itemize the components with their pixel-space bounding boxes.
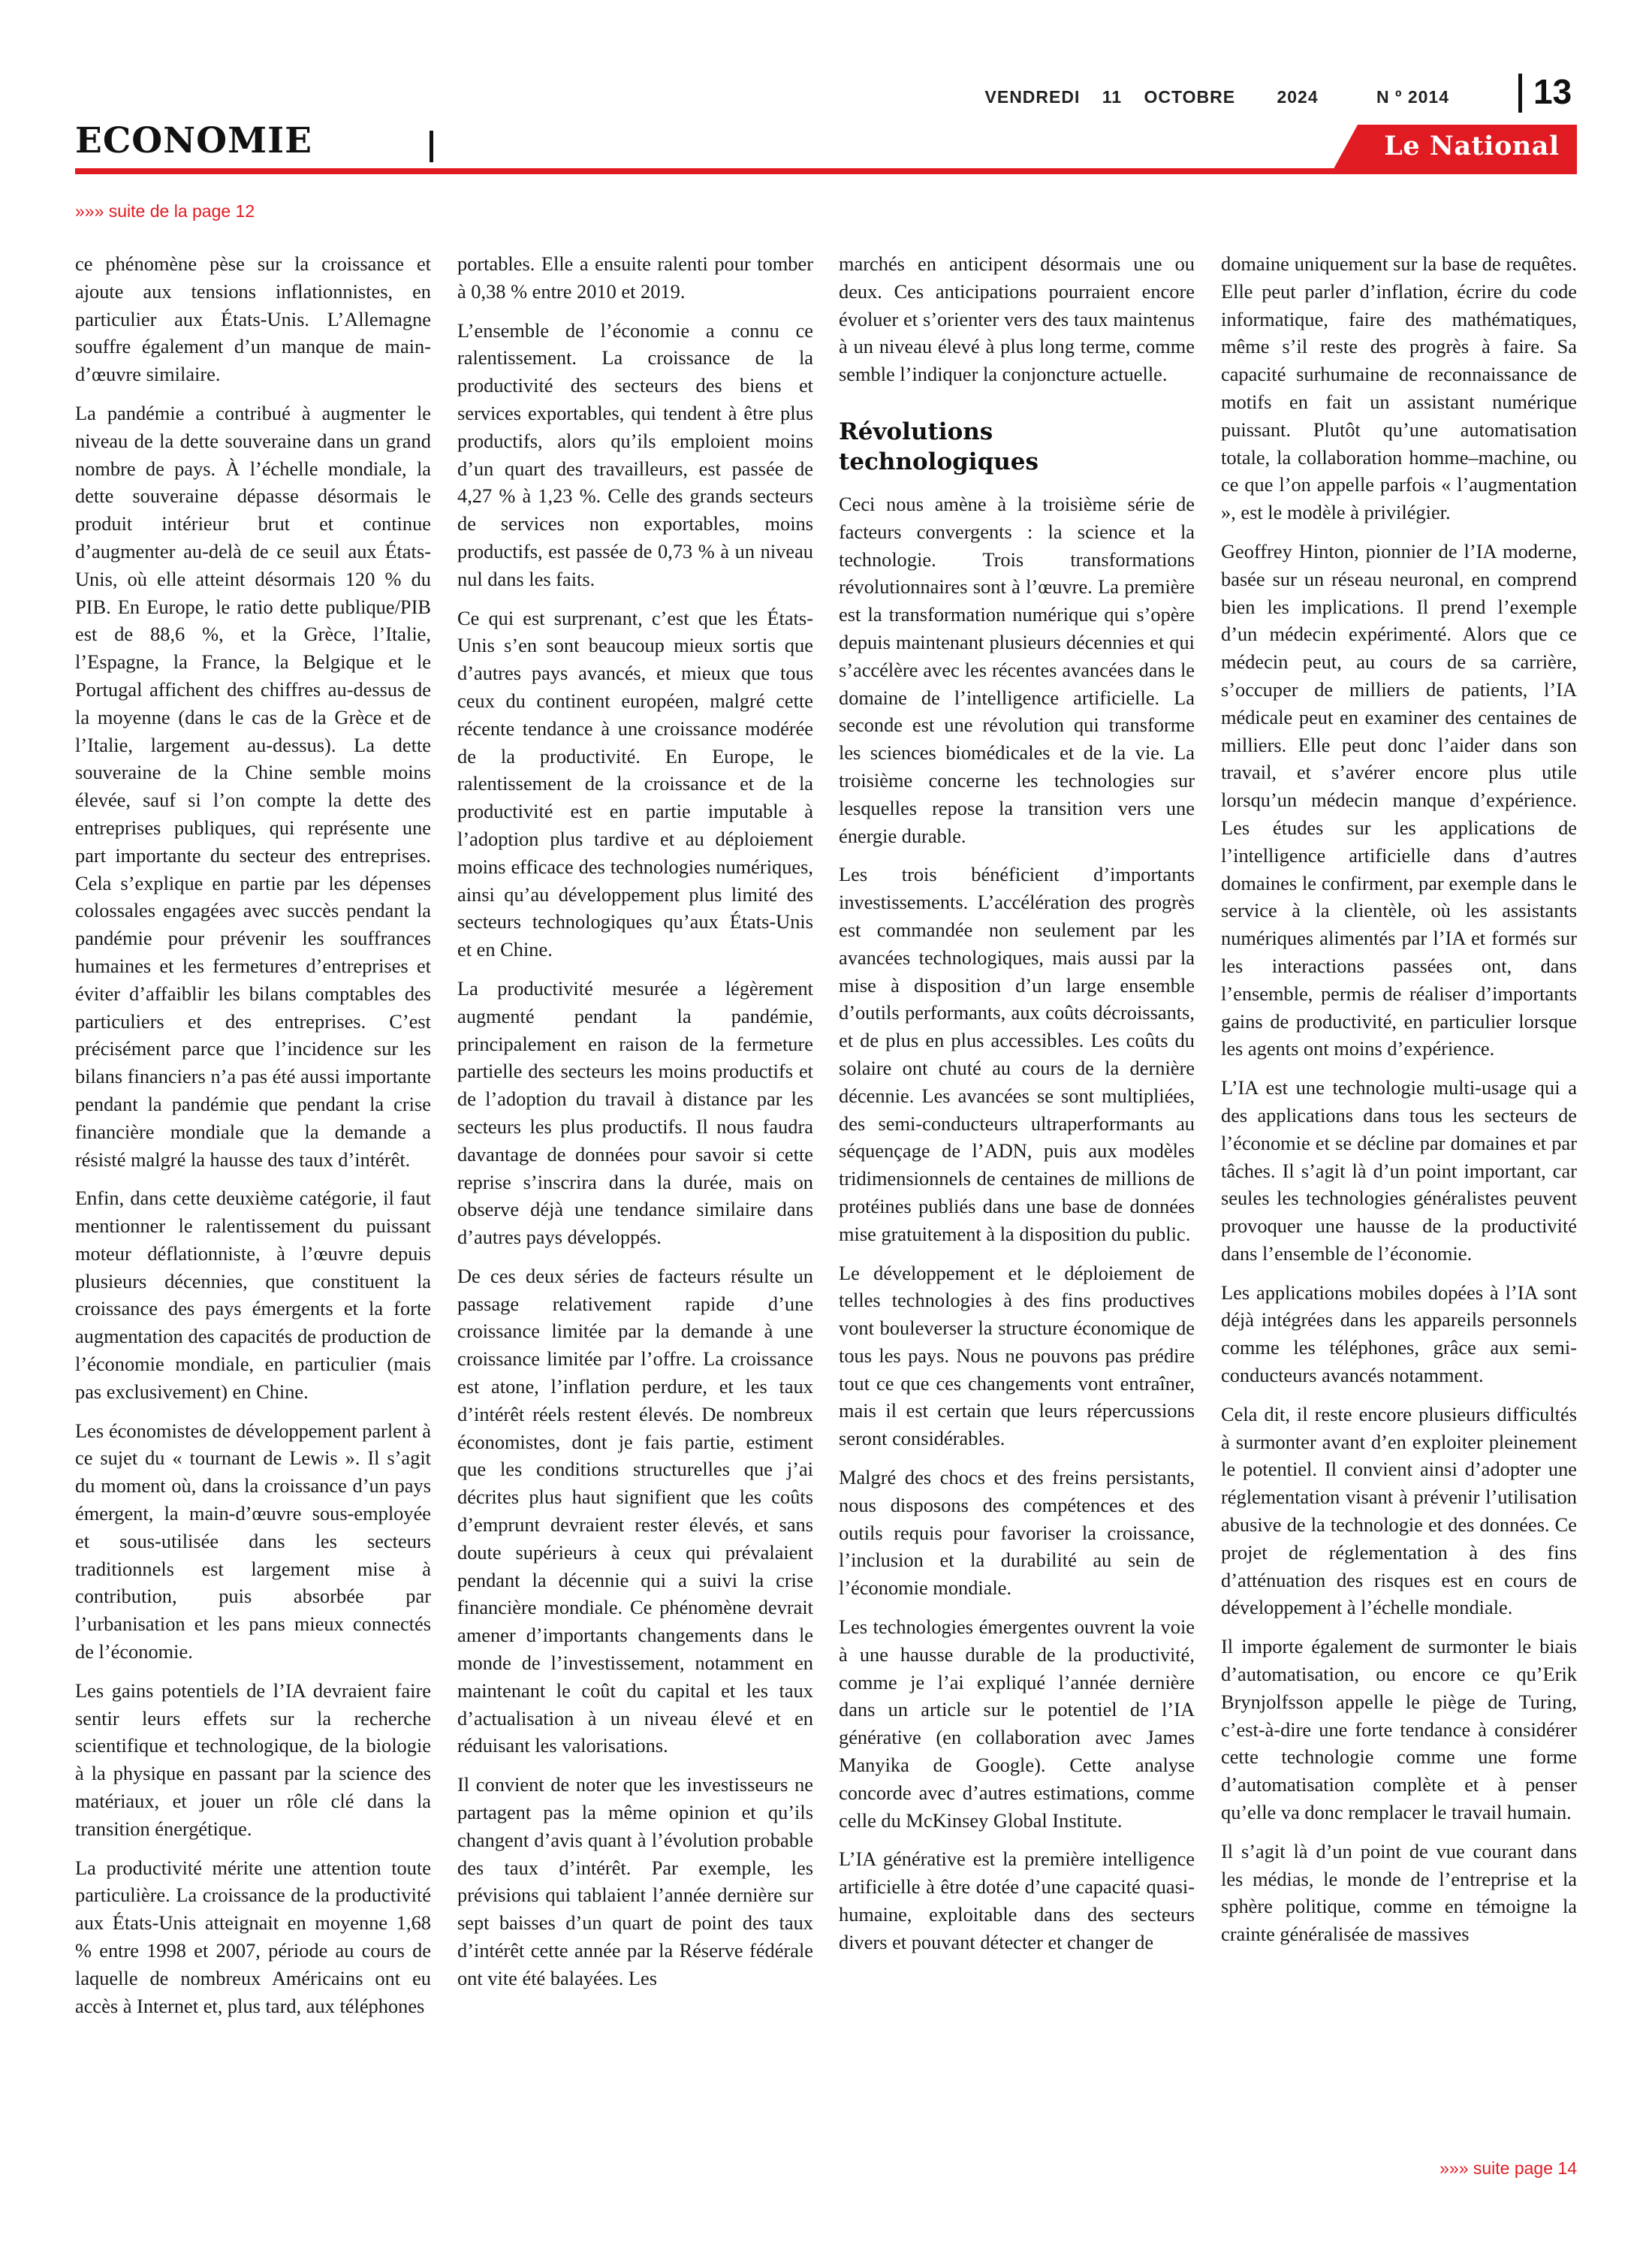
paragraph: De ces deux séries de facteurs résulte un passage relativement rapide d’une croissance limitée par la demande à une croissance limitée par l’offre. La croissance est atone, l’inflation perdure, et les taux d’intérêt réels restent élevés. De nombreux économistes, dont je fais partie, estiment que les conditions structurelles que j’ai décrites plus haut signifient que les coûts d’emprunt devraient rester élevés, et sans doute supérieurs à ceux qui prévalaient pendant la décennie qui a suivi la crise financière mondiale. Ce phénomène devrait amener d’importants changements dans le monde de l’investissement, notamment en maintenant le coût du capital et les taux d’actualisation à un niveau élevé et en réduisant les valorisations. — [457, 1264, 813, 1757]
article-column-4 — [1221, 250, 1577, 1959]
header-rule — [75, 168, 1577, 174]
paragraph: Ce qui est surprenant, c’est que les États-Unis s’en sont beaucoup mieux sortis que d’autres pays avancés, et mieux que tous ceux du continent européen, malgré cette récente tendance à une croissance modérée de la productivité. En Europe, le ralentissement de la croissance et de la productivité est en partie imputable à l’adoption plus tardive et au déploiement moins efficace des technologies numériques, ainsi qu’au développement plus limité des secteurs technologiques qu’aux États-Unis et en Chine. — [457, 606, 813, 961]
section-title: ECONOMIE — [75, 120, 312, 161]
page-number-divider — [1518, 74, 1522, 113]
paragraph: La productivité mérite une attention toute particulière. La croissance de la productivité aux États-Unis atteignait en moyenne 1,68 % entre 1998 et 2007, période au cours de laquelle de nombreux Américains ont eu accès à Internet et, plus tard, aux téléphones — [75, 1856, 431, 2017]
paragraph: portables. Elle a ensuite ralenti pour tomber à 0,38 % entre 2010 et 2019. — [457, 252, 813, 303]
paragraph: L’ensemble de l’économie a connu ce ralentissement. La croissance de la productivité des secteurs des biens et services exportables, qui tendent à être plus productifs, alors qu’ils emploient moins d’un quart des travailleurs, est passée de 4,27 % à 1,23 %. Celle des grands secteurs de services non exportables, moins productifs, est passée de 0,73 % à un niveau nul dans les faits. — [457, 318, 813, 590]
paragraph: Les applications mobiles dopées à l’IA sont déjà intégrées dans les appareils personnels comme les téléphones, grâce aux semi-conducteurs avancés notamment. — [1221, 1280, 1577, 1387]
paragraph: Les trois bénéficient d’importants investissements. L’accélération des progrès est commandée non seulement par les avancées technologiques, mais aussi par la mise à disposition d’un large ensemble d’outils performants, aux coûts décroissants, et de plus en plus accessibles. Les coûts du solaire ont chuté au cours de la dernière décennie. Les avancées se sont multipliées, des semi-conducteurs ultraperformants au séquençage de l’ADN, puis aux modèles tridimensionnels de centaines de millions de protéines publiés dans une base de données mise gratuitement à la disposition du public. — [839, 863, 1195, 1245]
paragraph: L’IA est une technologie multi-usage qui a des applications dans tous les secteurs de l’économie et se décline par domaines et par tâches. Il s’agit là d’un point important, car seules les technologies généralistes peuvent provoquer une hausse de la productivité dans l’ensemble de l’économie. — [1221, 1076, 1577, 1265]
continued-from-link[interactable]: »»» suite de la page 12 — [75, 201, 255, 221]
paragraph: Cela dit, il reste encore plusieurs difficultés à surmonter avant d’en exploiter pleinement le potentiel. Il convient ainsi d’adopter une réglementation visant à prévenir l’utilisation abusive de la technologie et des données. Ce projet de réglementation à des fins d’atténuation des risques est en cours de développement à l’échelle mondiale. — [1221, 1402, 1577, 1619]
paragraph: Geoffrey Hinton, pionnier de l’IA moderne, basée sur un réseau neuronal, en comprend bien les implications. Il prend l’exemple d’un médecin expérimenté. Alors que ce médecin peut, au cours de sa carrière, s’occuper de milliers de patients, l’IA médicale peut en examiner des centaines de milliers. Elle peut donc l’aider dans son travail, et s’avérer encore plus utile lorsqu’un médecin manque d’expérience. Les études sur les applications de l’intelligence artificielle dans d’autres domaines le confirment, par exemple dans le service à la clientèle, où les assistants numériques alimentés par l’IA et formés sur les interactions passées ont, dans l’ensemble, permis de réaliser d’importants gains de productivité, en particulier lorsque les agents ont moins d’expérience. — [1221, 539, 1577, 1060]
paragraph: Le développement et le déploiement de telles technologies à des fins productives vont bouleverser la structure économique de tous les pays. Nous ne pouvons pas prédire tout ce que ces changements vont entraîner, mais il est certain que leurs répercussions seront considérables. — [839, 1261, 1195, 1450]
article-column-3 — [839, 250, 1195, 1968]
article-column-1 — [75, 250, 431, 2031]
weekday: VENDREDI — [984, 87, 1081, 107]
paragraph: Les gains potentiels de l’IA devraient faire sentir leurs effets sur la recherche scientifique et technologique, de la biologie à la physique en passant par la science des matériaux, et jouer un rôle clé dans la transition énergétique. — [75, 1678, 431, 1840]
paragraph: Il importe également de surmonter le biais d’automatisation, ou encore ce qu’Erik Brynjolfsson appelle le piège de Turing, c’est-à-dire une forte tendance à considérer cette technologie comme une forme d’automatisation complète et à penser qu’elle va donc remplacer le travail humain. — [1221, 1635, 1577, 1824]
year: 2024 — [1277, 87, 1319, 107]
continued-to-link[interactable]: »»» suite page 14 — [1439, 2158, 1577, 2178]
brand-name: Le National — [1384, 131, 1560, 161]
paragraph: Les économistes de développement parlent à ce sujet du « tournant de Lewis ». Il s’agit du moment où, dans la croissance d’un pays émergent, la main-d’œuvre sous-employée et sous-utilisée dans les secteurs traditionnels est largement mise à contribution, puis absorbée par l’urbanisation et les pans mieux connectés de l’économie. — [75, 1419, 431, 1663]
paragraph: marchés en anticipent désormais une ou deux. Ces anticipations pourraient encore évoluer et s’orienter vers des taux maintenus à un niveau élevé à plus long terme, comme semble l’indiquer la conjoncture actuelle. — [839, 252, 1195, 386]
issue-number: N º 2014 — [1376, 87, 1449, 107]
paragraph: La productivité mesurée a légèrement augmenté pendant la pandémie, principalement en raison de la fermeture partielle des secteurs les moins productifs et de l’adoption du travail à distance par les secteurs les plus productifs. Il nous faudra davantage de données pour savoir si cette reprise s’inscrira dans la durée, mais on observe déjà une tendance similaire dans d’autres pays développés. — [457, 976, 813, 1249]
paragraph: Il convient de noter que les investisseurs ne partagent pas la même opinion et qu’ils changent d’avis quant à l’évolution probable des taux d’intérêt. Par exemple, les prévisions qui tablaient l’année dernière sur sept baisses d’un quart de point des taux d’intérêt cette année par la Réserve fédérale ont vite été balayées. Les — [457, 1773, 813, 1989]
paragraph: Malgré des chocs et des freins persistants, nous disposons des compétences et des outils requis pour favoriser la croissance, l’inclusion et la durabilité au sein de l’économie mondiale. — [839, 1466, 1195, 1600]
month: OCTOBRE — [1144, 87, 1236, 107]
paragraph: L’IA générative est la première intelligence artificielle à être dotée d’une capacité quasi-humaine, exploitable dans des secteurs divers et pouvant détecter et changer de — [839, 1847, 1195, 1953]
paragraph: Les technologies émergentes ouvrent la voie à une hausse durable de la productivité, comme je l’ai expliqué l’année dernière dans un article sur le potentiel de l’IA générative (en collaboration avec James Manyika de Google). Cette analyse concorde avec d’autres estimations, comme celle du McKinsey Global Institute. — [839, 1615, 1195, 1832]
paragraph: ce phénomène pèse sur la croissance et ajoute aux tensions inflationnistes, en particulier aux États-Unis. L’Allemagne souffre également d’un manque de main-d’œuvre similaire. — [75, 252, 431, 386]
paragraph: La pandémie a contribué à augmenter le niveau de la dette souveraine dans un grand nombre de pays. À l’échelle mondiale, la dette souveraine dépasse désormais le produit intérieur brut et continue d’augmenter au-delà de ce seuil aux États-Unis, où elle atteint désormais 120 % du PIB. En Europe, le ratio dette publique/PIB est de 88,6 %, et la Grèce, l’Italie, l’Espagne, la France, la Belgique et le Portugal affichent des chiffres au-dessus de la moyenne (dans le cas de la Grèce et de l’Italie, largement au-dessus). La dette souveraine de la Chine semble moins élevée, sauf si l’on compte la dette des entreprises publiques, qui représente une part importante du secteur des entreprises. Cela s’explique en partie par les dépenses colossales engagées avec succès pendant la pandémie pour prévenir les souffrances humaines et les fermetures d’entreprises et éviter d’affaiblir les bilans comptables des particuliers et des entreprises. C’est précisément parce que l’incidence sur les bilans financiers n’a pas été aussi importante pendant la pandémie que pendant la crise financière mondiale que la demande a résisté malgré la hausse des taux d’intérêt. — [75, 401, 431, 1171]
article-column-2 — [457, 250, 813, 2004]
subheading: Révolutions technologiques — [839, 418, 1039, 475]
paragraph: Enfin, dans cette deuxième catégorie, il faut mentionner le ralentissement du puissant moteur déflationniste, à l’œuvre depuis plusieurs décennies, que constituent la croissance des pays émergents et la forte augmentation des capacités de production de l’économie mondiale, en particulier (mais pas exclusivement) en Chine. — [75, 1187, 431, 1403]
page-number: 13 — [1533, 72, 1572, 111]
day: 11 — [1102, 87, 1123, 107]
paragraph: Il s’agit là d’un point de vue courant dans les médias, le monde de l’entreprise et la sphère politique, comme en témoigne la crainte généralisée de massives — [1221, 1839, 1577, 1946]
dateline — [969, 87, 1449, 107]
paragraph: domaine uniquement sur la base de requêtes. Elle peut parler d’inflation, écrire du code informatique, faire des mathématiques, même s’il reste des progrès à faire. Sa capacité surhumaine de reconnaissance de motifs en fait un assistant numérique puissant. Plutôt qu’une automatisation totale, la collaboration homme–machine, ou ce que l’on appelle parfois « l’augmentation », est le modèle à privilégier. — [1221, 252, 1577, 524]
paragraph: Ceci nous amène à la troisième série de facteurs convergents : la science et la technologie. Trois transformations révolutionnaires sont à l’œuvre. La première est la transformation numérique qui s’opère depuis maintenant plusieurs décennies et qui s’accélère avec les récentes avancées dans le domaine de l’intelligence artificielle. La seconde est une révolution qui transforme les sciences biomédicales et de la vie. La troisième concerne les technologies sur lesquelles repose la transition vers une énergie durable. — [839, 492, 1195, 847]
section-divider — [430, 131, 433, 162]
